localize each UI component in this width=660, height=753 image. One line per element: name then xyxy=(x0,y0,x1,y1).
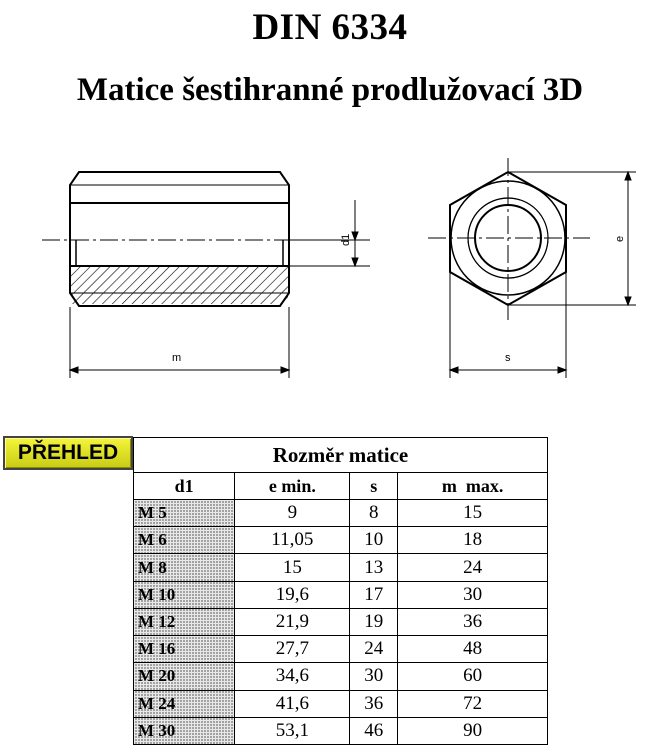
cell-e-min: 9 xyxy=(235,500,350,527)
section-hatch xyxy=(71,266,288,304)
cell-m-max: 60 xyxy=(398,663,548,690)
cell-e-min: 34,6 xyxy=(235,663,350,690)
cell-e-min: 53,1 xyxy=(235,717,350,744)
table-header-row xyxy=(134,473,548,500)
cell-s: 30 xyxy=(350,663,398,690)
cell-d1: M 16 xyxy=(134,636,235,663)
table-row xyxy=(134,608,548,635)
page-subtitle: Matice šestihranné prodlužovací 3D xyxy=(76,72,584,108)
cell-s: 13 xyxy=(350,554,398,581)
cell-s: 8 xyxy=(350,500,398,527)
cell-d1: M 8 xyxy=(134,554,235,581)
s-label: s xyxy=(505,352,511,364)
cell-m-max: 24 xyxy=(398,554,548,581)
table-row xyxy=(134,554,548,581)
table-row xyxy=(134,663,548,690)
cell-s: 46 xyxy=(350,717,398,744)
cell-d1: M 12 xyxy=(134,608,235,635)
cell-m-max: 90 xyxy=(398,717,548,744)
table-row xyxy=(134,527,548,554)
table-row xyxy=(134,690,548,717)
cell-e-min: 21,9 xyxy=(235,608,350,635)
cell-e-min: 15 xyxy=(235,554,350,581)
cell-e-min: 41,6 xyxy=(235,690,350,717)
table-row xyxy=(134,636,548,663)
column-header-s: s xyxy=(350,473,398,500)
table-row xyxy=(134,581,548,608)
cell-s: 10 xyxy=(350,527,398,554)
cell-s: 24 xyxy=(350,636,398,663)
page-title: DIN 6334 xyxy=(252,7,408,48)
overview-button[interactable]: PŘEHLED xyxy=(3,436,133,470)
table-row xyxy=(134,500,548,527)
table-row xyxy=(134,717,548,744)
cell-m-max: 72 xyxy=(398,690,548,717)
d1-dimension xyxy=(290,200,370,266)
cell-s: 36 xyxy=(350,690,398,717)
cell-m-max: 30 xyxy=(398,581,548,608)
cell-s: 17 xyxy=(350,581,398,608)
column-header-d1: d1 xyxy=(134,473,235,500)
cell-d1: M 6 xyxy=(134,527,235,554)
e-label: e xyxy=(614,235,626,242)
cell-d1: M 20 xyxy=(134,663,235,690)
column-header-m-max: m max. xyxy=(398,473,548,500)
column-header-e-min: e min. xyxy=(235,473,350,500)
cell-m-max: 15 xyxy=(398,500,548,527)
technical-drawing xyxy=(0,140,660,385)
cell-m-max: 48 xyxy=(398,636,548,663)
cell-d1: M 24 xyxy=(134,690,235,717)
cell-e-min: 19,6 xyxy=(235,581,350,608)
d1-label: d1 xyxy=(340,233,352,246)
cell-e-min: 27,7 xyxy=(235,636,350,663)
cell-m-max: 18 xyxy=(398,527,548,554)
m-dimension xyxy=(70,307,289,378)
m-label: m xyxy=(172,352,182,364)
cell-m-max: 36 xyxy=(398,608,548,635)
cell-d1: M 30 xyxy=(134,717,235,744)
cell-s: 19 xyxy=(350,608,398,635)
table-caption: Rozměr matice xyxy=(134,438,548,473)
cell-d1: M 10 xyxy=(134,581,235,608)
cell-d1: M 5 xyxy=(134,500,235,527)
cell-e-min: 11,05 xyxy=(235,527,350,554)
dimensions-table xyxy=(133,437,548,745)
